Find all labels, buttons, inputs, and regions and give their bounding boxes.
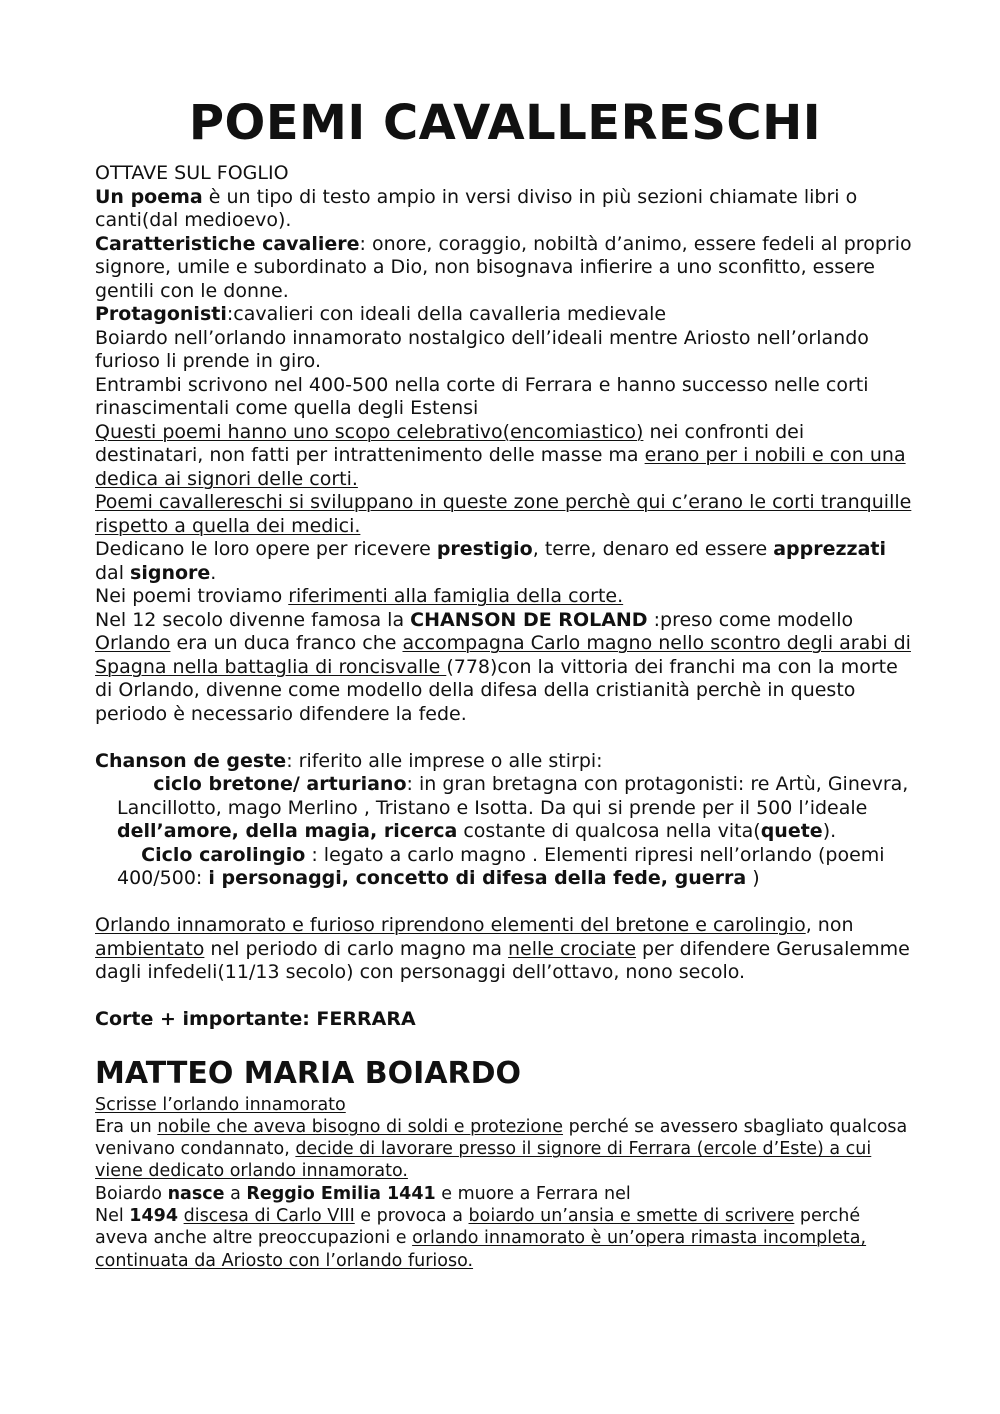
underlined-text: nobile che aveva bisogno di soldi e protezione	[157, 1116, 564, 1137]
underlined-text: nelle crociate	[508, 937, 637, 960]
bold-text: Un poema	[95, 185, 203, 208]
text-run: Nel 12 secolo divenne famosa la	[95, 608, 411, 631]
page-title: POEMI CAVALLERESCHI	[188, 95, 822, 151]
paragraph	[95, 162, 915, 186]
text-run: per difendere Gerusalemme dagli infedeli(11/13 secolo) con personaggi dell’ottavo, nono secolo.	[95, 937, 910, 983]
underlined-text: decide di lavorare presso il signore di Ferrara (ercole d’Este) a cui viene dedicato orlando innamorato.	[95, 1139, 872, 1182]
bold-text: nasce	[167, 1183, 225, 1204]
underlined-text: riferimenti alla famiglia della corte.	[288, 585, 624, 607]
paragraph	[95, 750, 915, 774]
bold-text: Reggio Emilia 1441	[246, 1183, 436, 1204]
underlined-text: Scrisse l’orlando innamorato	[95, 1094, 346, 1115]
section-heading-boiardo: MATTEO MARIA BOIARDO	[95, 1055, 522, 1091]
paragraph	[95, 186, 915, 233]
boiardo-section	[95, 1094, 915, 1272]
paragraph	[95, 1094, 915, 1116]
paragraph	[95, 773, 915, 844]
text-run: OTTAVE SUL FOGLIO	[95, 162, 289, 184]
text-run: era un duca franco che	[170, 632, 403, 654]
paragraph	[95, 538, 915, 585]
paragraph	[95, 844, 915, 891]
paragraph	[95, 1008, 915, 1032]
bold-text: dell’amore, della magia, ricerca	[117, 820, 458, 842]
text-run: perché aveva anche altre preoccupazioni e	[95, 1205, 861, 1249]
text-run: Nel	[95, 1205, 130, 1226]
paragraph	[95, 374, 915, 421]
paragraph	[95, 491, 915, 538]
text-run: , terre, denaro ed essere	[532, 538, 774, 560]
text-run: Dedicano le loro opere per ricevere	[95, 538, 437, 560]
underlined-text: Poemi cavallereschi si sviluppano in queste zone perchè qui c’erano le corti tranquille rispetto a quella dei medici.	[95, 491, 912, 537]
intro-section	[95, 162, 915, 1032]
text-run: ).	[822, 820, 837, 842]
blank-line	[95, 891, 915, 915]
bold-text: Chanson de geste	[95, 749, 287, 772]
text-run: perché se avessero sbagliato qualcosa venivano condannato,	[95, 1116, 908, 1160]
bold-text: Ciclo carolingio	[141, 843, 306, 866]
text-run: Nei poemi troviamo	[95, 585, 289, 607]
underlined-text: Orlando innamorato e furioso riprendono elementi del bretone e carolingio	[95, 914, 806, 936]
paragraph	[95, 303, 915, 327]
text-run: costante di qualcosa nella vita(	[457, 820, 761, 842]
text-run: )	[746, 867, 760, 889]
paragraph	[95, 632, 915, 726]
bold-text: Protagonisti	[95, 303, 227, 325]
paragraph	[95, 585, 915, 609]
paragraph	[95, 421, 915, 492]
underlined-text: erano per i nobili e con una dedica ai signori delle corti.	[95, 444, 906, 490]
text-run: :preso come modello	[647, 608, 854, 631]
underlined-text: Orlando	[95, 632, 171, 654]
paragraph	[95, 914, 915, 985]
underlined-text: ambientato	[95, 937, 205, 960]
bold-text: ciclo bretone/ arturiano	[153, 773, 407, 795]
text-run: dal	[95, 561, 131, 584]
bold-text: signore	[130, 561, 211, 584]
text-run: nei confronti dei destinatari, non fatti per intrattenimento delle masse ma	[95, 420, 805, 466]
bold-text: 1494	[129, 1205, 179, 1226]
paragraph	[95, 327, 915, 374]
bold-text: CHANSON DE ROLAND	[410, 608, 648, 631]
blank-line	[95, 985, 915, 1009]
text-run: e provoca a	[354, 1205, 469, 1226]
text-run: è un tipo di testo ampio in versi diviso in più sezioni chiamate libri o canti(dal medioevo).	[95, 185, 858, 231]
paragraph	[95, 1205, 915, 1272]
paragraph	[95, 1183, 915, 1205]
text-run	[117, 773, 153, 795]
text-run: (778)con la vittoria dei franchi ma con la morte di Orlando, divenne come modello della difesa della cristianità perchè in questo periodo è necessario difendere la fede.	[95, 655, 898, 725]
text-run: Boiardo nell’orlando innamorato nostalgico dell’ideali mentre Ariosto nell’orlando furioso li prende in giro.	[95, 326, 869, 372]
text-run: a	[224, 1183, 247, 1204]
paragraph	[95, 1116, 915, 1183]
text-run: : onore, coraggio, nobiltà d’animo, essere fedeli al proprio signore, umile e subordinato a Dio, non bisognava infierire a uno sconfitto, essere gentili con le donne.	[95, 232, 912, 302]
text-run: : riferito alle imprese o alle stirpi:	[286, 749, 603, 772]
text-run: Boiardo	[95, 1183, 168, 1204]
text-run: Entrambi scrivono nel 400-500 nella corte di Ferrara e hanno successo nelle corti rinascimentali come quella degli Estensi	[95, 373, 869, 419]
text-run: Era un	[95, 1116, 158, 1137]
bold-text: i personaggi, concetto di difesa della fede, guerra	[208, 867, 747, 889]
text-run: : legato a carlo magno . Elementi ripresi nell’orlando (poemi 400/500:	[117, 843, 885, 889]
paragraph	[95, 233, 915, 304]
underlined-text: discesa di Carlo VIII	[183, 1205, 355, 1226]
paragraph	[95, 609, 915, 633]
text-run: , non	[805, 914, 854, 936]
bold-text: prestigio	[436, 538, 533, 560]
underlined-text: Questi poemi hanno uno scopo celebrativo(encomiastico)	[95, 420, 644, 443]
bold-text: Caratteristiche cavaliere	[95, 232, 360, 255]
text-run	[117, 844, 141, 866]
bold-text: apprezzati	[773, 538, 887, 560]
underlined-text: accompagna Carlo magno nello scontro degli arabi di Spagna nella battaglia di roncisvalle	[95, 632, 911, 678]
text-run: nel periodo di carlo magno ma	[204, 937, 509, 960]
blank-line	[95, 726, 915, 750]
text-run: e muore a Ferrara nel	[435, 1183, 631, 1204]
text-run: :cavalieri con ideali della cavalleria medievale	[226, 303, 667, 325]
document-page	[95, 90, 915, 1272]
underlined-text: orlando innamorato è un’opera rimasta incompleta, continuata da Ariosto con l’orlando furioso.	[95, 1228, 867, 1271]
bold-text: Corte + importante: FERRARA	[95, 1008, 416, 1030]
bold-text: quete	[760, 820, 823, 842]
text-run: .	[210, 561, 217, 584]
underlined-text: boiardo un’ansia e smette di scrivere	[468, 1205, 795, 1226]
text-run: : in gran bretagna con protagonisti: re Artù, Ginevra, Lancillotto, mago Merlino , Tristano e Isotta. Da qui si prende per il 500 l’ideale	[117, 773, 909, 819]
